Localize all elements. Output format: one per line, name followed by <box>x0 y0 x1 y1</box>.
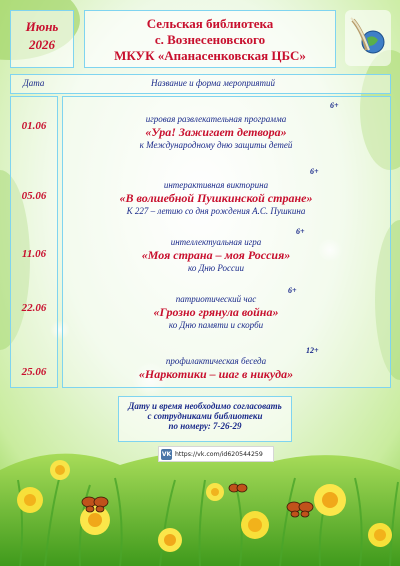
event-title: «Грозно грянула война» <box>153 304 279 319</box>
notice-line-2: с сотрудниками библиотеки <box>147 411 263 421</box>
event-date: 01.06 <box>21 120 47 132</box>
event-title: «Наркотики – шаг в никуда» <box>138 366 294 381</box>
age-badge: 6+ <box>296 227 305 236</box>
event-date: 05.06 <box>21 190 47 202</box>
event-title: «Ура! Зажигает детвора» <box>145 124 287 139</box>
event-type: игровая развлекательная программа <box>145 114 287 124</box>
age-badge: 6+ <box>330 101 339 110</box>
event-date: 25.06 <box>21 366 47 378</box>
month-label: Июнь <box>25 19 59 34</box>
event-note: к Международному дню защиты детей <box>139 139 293 150</box>
event-item <box>66 114 366 151</box>
age-badge: 12+ <box>306 346 319 355</box>
event-item <box>66 356 366 382</box>
notice-line-3: по номеру: 7-26-29 <box>168 421 242 431</box>
event-item <box>66 237 366 274</box>
event-item <box>66 294 366 331</box>
event-note: ко Дню России <box>187 262 245 273</box>
col-event-header: Название и форма мероприятий <box>151 78 276 88</box>
age-badge: 6+ <box>310 167 319 176</box>
event-title: «Моя страна – моя Россия» <box>141 247 291 262</box>
library-header-box <box>84 10 336 68</box>
event-note: К 227 – летию со дня рождения А.С. Пушкина <box>126 205 306 216</box>
quill-icon <box>345 10 391 66</box>
year-label: 2026 <box>29 37 55 52</box>
event-note: ко Дню памяти и скорби <box>168 319 264 330</box>
event-title: «В волшебной Пушкинской стране» <box>119 190 313 205</box>
month-box <box>10 10 74 68</box>
social-link[interactable] <box>158 446 274 462</box>
notice-box <box>118 396 292 442</box>
event-type: профилактическая беседа <box>165 356 267 366</box>
date-column <box>10 96 58 388</box>
social-link-text[interactable]: https://vk.com/id620544259 <box>175 450 263 458</box>
library-org: МКУК «Апанасенковская ЦБС» <box>114 48 306 63</box>
library-village: с. Вознесеновского <box>154 32 266 47</box>
event-type: интерактивная викторина <box>163 180 269 190</box>
event-type: патриотический час <box>175 294 257 304</box>
vk-icon: VK <box>161 450 172 458</box>
event-item <box>66 180 366 217</box>
library-logo <box>345 10 391 66</box>
notice-line-1: Дату и время необходимо согласовать <box>128 401 282 411</box>
event-type: интеллектуальная игра <box>170 237 262 247</box>
library-name: Сельская библиотека <box>146 16 274 31</box>
col-date-header: Дата <box>23 78 45 88</box>
age-badge: 6+ <box>288 286 297 295</box>
table-header <box>10 74 391 94</box>
event-date: 11.06 <box>21 248 47 260</box>
event-date: 22.06 <box>21 302 47 314</box>
